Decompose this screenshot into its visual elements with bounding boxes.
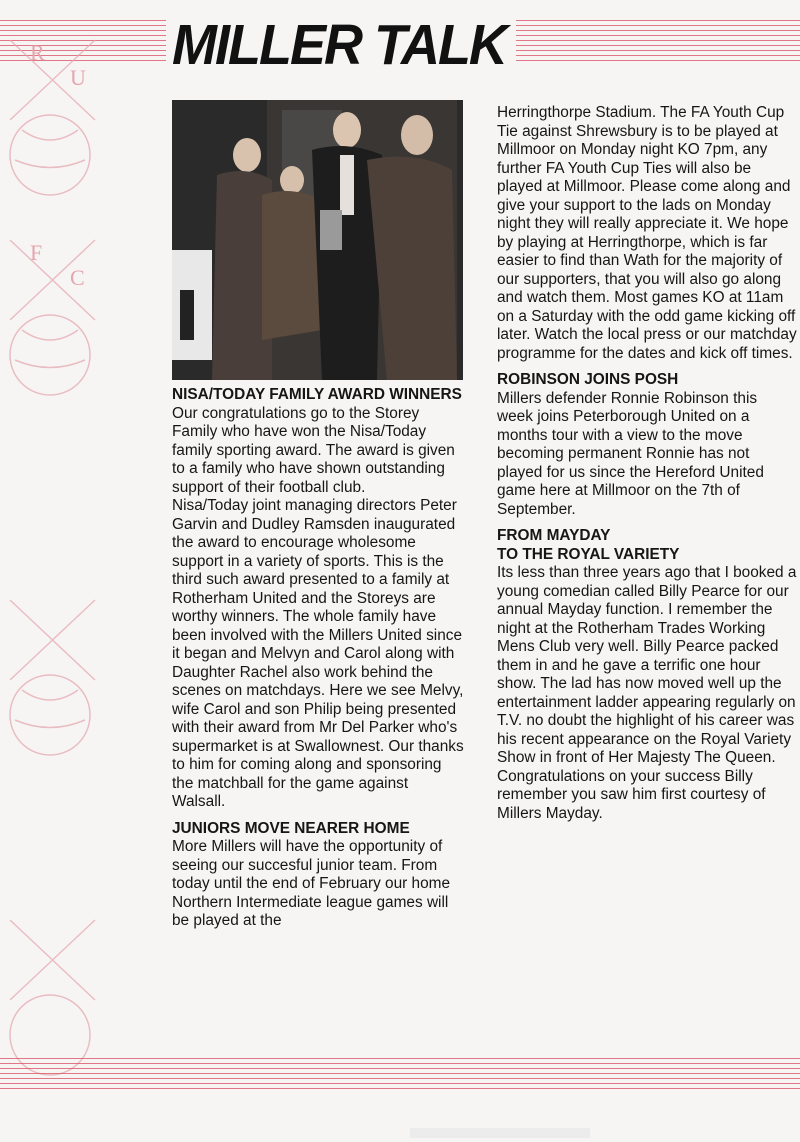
crest-letter: C bbox=[70, 265, 85, 290]
right-column bbox=[497, 104, 797, 823]
footer-rules bbox=[0, 1058, 800, 1093]
paragraph: More Millers will have the opportunity of seeing our succesful junior team. From today until the end of February our home Northern Intermediate league games will be played at the bbox=[172, 838, 451, 929]
title-block bbox=[166, 14, 516, 76]
paragraph: Millers defender Ronnie Robinson this week joins Peterborough United on a months tour with a view to the move becoming permanent Ronnie has not played for us since the Hereford United game here at Millmoor on the 7th of September. bbox=[497, 389, 764, 518]
heading-line: TO THE ROYAL VARIETY bbox=[497, 545, 680, 563]
page-title: MILLER TALK bbox=[172, 13, 506, 77]
crest-watermark-bottom bbox=[0, 880, 110, 1080]
paragraph: Our congratulations go to the Storey Family who have won the Nisa/Today family sporting award. The award is given to a family who have shown outstanding support of their football club. bbox=[172, 404, 455, 496]
section-heading-mayday bbox=[497, 527, 797, 564]
crest-watermark-lower bbox=[0, 560, 110, 760]
heading-line: FROM MAYDAY bbox=[497, 527, 611, 544]
paragraph: Its less than three years ago that I booked a young comedian called Billy Pearce for our annual Mayday function. I remember the night at the Rotherham Trades Working Mens Club very well. Billy Pearce packed them in and he gave a terrific one hour show. The lad has now moved well up the entertainment ladder appearing regularly on T.V. no doubt the highlight of his career was his recent appearance on the Royal Variety Show in front of Her Majesty The Queen. Congratulations on your success Billy remember you saw him first courtesy of Millers Mayday. bbox=[497, 564, 797, 822]
section-heading-award: NISA/TODAY FAMILY AWARD WINNERS bbox=[172, 386, 462, 403]
left-column bbox=[172, 386, 464, 931]
crest-watermark-top bbox=[0, 0, 110, 200]
section-heading-juniors: JUNIORS MOVE NEARER HOME bbox=[172, 819, 410, 837]
crest-letter: R bbox=[30, 40, 45, 65]
award-photo bbox=[172, 100, 463, 380]
section-heading-robinson: ROBINSON JOINS POSH bbox=[497, 371, 679, 388]
award-photo-illustration bbox=[172, 100, 463, 380]
crest-letter: U bbox=[70, 65, 86, 90]
paragraph: Nisa/Today joint managing directors Peter Garvin and Dudley Ramsden inaugurated the award to encourage wholesome support in a variety of sports. This is the third such award presented to a family at Rotherham United and the Storeys are worthy winners. The whole family have been involved with the Millers United since it began and Melvyn and Carol along with Daughter Rachel also work behind the scenes on matchdays. Here we see Melvy, wife Carol and son Philip being presented with their award from Mr Del Parker who's supermarket is at Swallownest. Our thanks to him for coming along and sponsoring the matchball for the game against Walsall. bbox=[172, 497, 464, 810]
paragraph-continuation: Herringthorpe Stadium. The FA Youth Cup Tie against Shrewsbury is to be played at Millmoor on Monday night KO 7pm, any further FA Youth Cup Ties will also be played at Millmoor. Please come along and give your support to the lads on Monday night they will really appreciate it. We hope by playing at Herringthorpe, which is far easier to find than Wath for the majority of our supporters, that you will also go along and watch them. Most games KO at 11am on a Saturday with the odd game kicking off later. Watch the local press or our matchday programme for the dates and kick off times. bbox=[497, 104, 797, 362]
footer-faint-text bbox=[410, 1128, 590, 1138]
crest-watermark-middle bbox=[0, 200, 110, 400]
crest-letter: F bbox=[30, 240, 43, 265]
